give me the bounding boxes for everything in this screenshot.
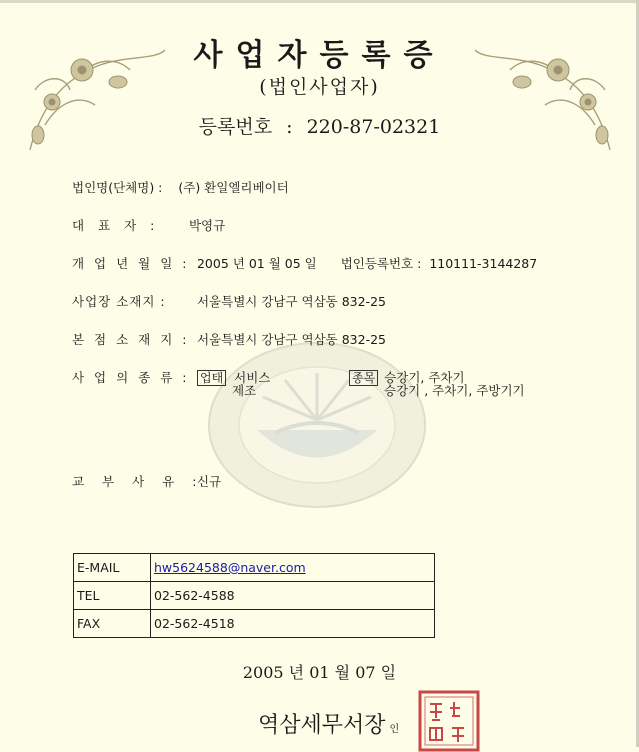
business-item-value-2: 승강기 , 주차기, 주방기기 (384, 383, 525, 398)
tax-office-signature (258, 708, 399, 739)
document-subtitle: (법인사업자) (259, 76, 380, 98)
contact-table (73, 553, 435, 638)
registration-number-colon: : (286, 116, 293, 138)
fax-value: 02-562-4518 (151, 610, 435, 638)
open-date-label: 개 업 년 월 일 : (72, 256, 190, 271)
corp-name-row (72, 178, 289, 196)
issue-reason-value: 신규 (196, 474, 222, 489)
issue-reason-label: 교 부 사 유 : (72, 474, 204, 489)
open-date-value: 2005 년 01 월 05 일 (196, 256, 317, 271)
corp-name-value: (주) 환일엘리베이터 (178, 180, 289, 195)
representative-row (72, 216, 225, 234)
business-type-value-2: 제조 (232, 383, 257, 398)
frame-top-edge (0, 0, 639, 3)
hq-label: 본 점 소 재 지 : (72, 332, 190, 347)
table-row (74, 554, 435, 582)
location-row (72, 292, 386, 310)
representative-label: 대 표 자 : (72, 218, 160, 233)
tax-office-name: 역삼세무서장 (258, 713, 386, 738)
fax-label: FAX (74, 610, 151, 638)
business-item-value: 승강기, 주차기 (384, 370, 465, 385)
registration-number-value: 220-87-02321 (306, 116, 441, 138)
business-type-label: 사 업 의 종 류 : (72, 370, 190, 385)
nts-watermark-icon (205, 335, 430, 510)
business-item-tag: 종목 (349, 370, 378, 386)
official-seal-icon (418, 690, 480, 752)
document-title: 사업자등록증 (193, 38, 446, 73)
email-label: E-MAIL (74, 554, 151, 582)
table-row (74, 610, 435, 638)
hq-value: 서울특별시 강남구 역삼동 832-25 (196, 332, 387, 347)
table-row (74, 582, 435, 610)
issue-date: 2005 년 01 월 07 일 (242, 663, 397, 682)
tel-value: 02-562-4588 (151, 582, 435, 610)
seal-char: 인 (389, 724, 400, 735)
tel-label: TEL (74, 582, 151, 610)
hq-row (72, 330, 386, 348)
registration-number-label: 등록번호 (198, 116, 273, 138)
business-type-tag: 업태 (197, 370, 226, 386)
corp-reg-value: 110111-3144287 (429, 256, 538, 271)
email-link[interactable]: hw5624588@naver.com (154, 560, 306, 575)
issue-reason-row (72, 472, 221, 490)
location-label: 사업장 소재지 : (72, 294, 166, 309)
business-type-value: 서비스 (234, 370, 271, 385)
email-cell (151, 554, 435, 582)
registration-number-line (0, 112, 639, 139)
location-value: 서울특별시 강남구 역삼동 832-25 (196, 294, 387, 309)
corp-reg-label: 법인등록번호 : (340, 256, 422, 271)
open-date-row (72, 254, 537, 272)
representative-value: 박영규 (188, 218, 226, 233)
corp-name-label: 법인명(단체명) : (72, 180, 163, 195)
